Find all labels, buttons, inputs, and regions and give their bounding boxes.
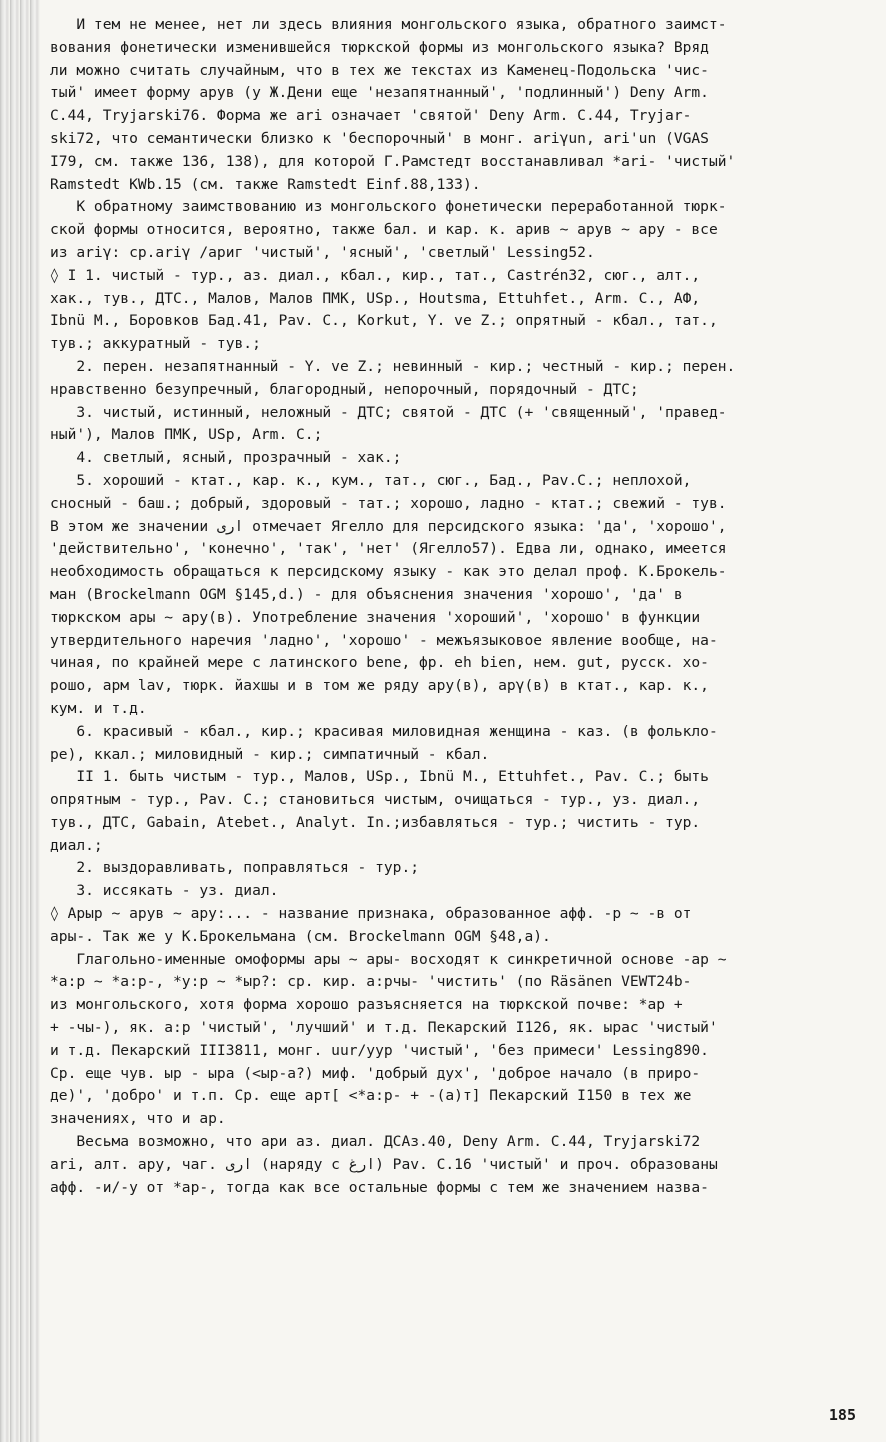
text-line: 2. выздоравливать, поправляться - тур.; — [50, 859, 420, 877]
text-line: значениях, что и ар. — [50, 1110, 226, 1128]
text-line: и т.д. Пекарский III3811, монг. uur/уур 'чистый', 'без примеси' Lessing890. — [50, 1041, 709, 1059]
text-line: де)', 'добро' и т.п. Ср. еще арт[ <*а:р- + -(а)т] Пекарский I150 в тех же — [50, 1087, 692, 1105]
text-line: тув., ДТС, Gabain, Atebet., Analyt. In.;избавляться - тур.; чистить - тур. — [50, 813, 701, 831]
text-line: В этом же значении ارى отмечает Ягелло для персидского языка: 'да', 'хорошо', — [50, 517, 727, 535]
text-line: ской формы относится, вероятно, также бал. и кар. к. арив ~ арув ~ ару - все — [50, 221, 718, 239]
text-line: ski72, что семантически близко к 'беспорочный' в монг. ariγun, ari'un (VGAS — [50, 129, 709, 147]
text-line: Глагольно-именные омоформы ары ~ ары- восходят к синкретичной основе -ар ~ — [50, 950, 727, 968]
text-line: 'действительно', 'конечно', 'так', 'нет' (Ягелло57). Едва ли, однако, имеется — [50, 540, 727, 558]
text-line: ный'), Малов ПМК, USp, Arm. С.; — [50, 426, 323, 444]
page-number: 185 — [828, 1406, 856, 1424]
text-line: 4. светлый, ясный, прозрачный - хак.; — [50, 449, 402, 467]
text-line: 6. красивый - кбал., кир.; красивая миловидная женщина - каз. (в фолькло- — [50, 722, 718, 740]
text-line: I79, см. также 136, 138), для которой Г.Рамстедт восстанавливал *ari- 'чистый' — [50, 152, 736, 170]
text-line: рошо, арм lav, тюрк. йахшы и в том же ряду ару(в), арγ(в) в ктат., кар. к., — [50, 677, 709, 695]
text-line: Ibnü M., Боровков Бад.41, Pav. C., Korkut, Y. ve Z.; опрятный - кбал., тат., — [50, 312, 718, 330]
text-line: ari, алт. ару, чаг. ارى (наряду с ارغ) Pav. C.16 'чистый' и проч. образованы — [50, 1155, 718, 1173]
text-line: вования фонетически изменившейся тюркской формы из монгольского языка? Вряд — [50, 38, 709, 56]
text-line: К обратному заимствованию из монгольского фонетически переработанной тюрк- — [50, 198, 727, 216]
text-line: + -чы-), як. а:р 'чистый', 'лучший' и т.д. Пекарский I126, як. ырас 'чистый' — [50, 1019, 718, 1037]
text-line: Ramstedt KWb.15 (см. также Ramstedt Einf.88,133). — [50, 175, 481, 193]
text-line: Весьма возможно, что ари аз. диал. ДСАз.40, Deny Arm. С.44, Tryjarski72 — [50, 1133, 701, 1151]
text-line: ары-. Так же у К.Брокельмана (см. Brockelmann OGM §48,а). — [50, 927, 551, 945]
text-line: необходимость обращаться к персидскому языку - как это делал проф. К.Брокель- — [50, 563, 727, 581]
text-line: ман (Brockelmann OGM §145,d.) - для объяснения значения 'хорошо', 'да' в — [50, 585, 683, 603]
text-line: 2. перен. незапятнанный - Y. ve Z.; невинный - кир.; честный - кир.; перен. — [50, 357, 736, 375]
text-line: ли можно считать случайным, что в тех же текстах из Каменец-Подольска 'чис- — [50, 61, 709, 79]
text-line: кум. и т.д. — [50, 699, 147, 717]
text-line: тый' имеет форму арув (у Ж.Дени еще 'незапятнанный', 'подлинный') Deny Arm. — [50, 84, 709, 102]
text-line: *а:р ~ *а:р-, *у:р ~ *ыр?: ср. кир. а:рчы- 'чистить' (по Räsänen VEWT24b- — [50, 973, 692, 991]
text-line: чиная, по крайней мере с латинского bene, фр. eh bien, нем. gut, русск. хо- — [50, 654, 709, 672]
text-line: 3. иссякать - уз. диал. — [50, 882, 279, 900]
text-line: II 1. быть чистым - тур., Малов, USp., Ibnü M., Ettuhfet., Pav. C.; быть — [50, 768, 709, 786]
text-line: опрятным - тур., Pav. C.; становиться чистым, очищаться - тур., уз. диал., — [50, 791, 701, 809]
text-line: тув.; аккуратный - тув.; — [50, 335, 261, 353]
text-line: С.44, Tryjarski76. Форма же ari означает 'святой' Deny Arm. С.44, Tryjar- — [50, 107, 692, 125]
scan-edge-shadow — [0, 0, 40, 1442]
text-line: ре), ккал.; миловидный - кир.; симпатичный - кбал. — [50, 745, 490, 763]
text-line: И тем не менее, нет ли здесь влияния монгольского языка, обратного заимст- — [50, 16, 727, 33]
document-page — [50, 14, 866, 1199]
text-line: диал.; — [50, 836, 103, 854]
text-line: сносный - баш.; добрый, здоровый - тат.; хорошо, ладно - ктат.; свежий - тув. — [50, 494, 727, 512]
text-line: афф. -и/-у от *ар-, тогда как все остальные формы с тем же значением назва- — [50, 1178, 709, 1196]
text-line: Ср. еще чув. ыр - ыра (<ыр-а?) миф. 'добрый дух', 'доброе начало (в приро- — [50, 1064, 701, 1082]
text-line: 5. хороший - ктат., кар. к., кум., тат., сюг., Бад., Pav.C.; неплохой, — [50, 471, 692, 489]
text-line: ◊ I 1. чистый - тур., аз. диал., кбал., кир., тат., Castrén32, сюг., алт., — [50, 266, 701, 284]
text-line: нравственно безупречный, благородный, непорочный, порядочный - ДТС; — [50, 380, 639, 398]
text-line: из монгольского, хотя форма хорошо разъясняется на тюркской почве: *ар + — [50, 996, 683, 1014]
text-line: утвердительного наречия 'ладно', 'хорошо' - межъязыковое явление вообще, на- — [50, 631, 718, 649]
text-line: 3. чистый, истинный, неложный - ДТС; святой - ДТС (+ 'священный', 'правед- — [50, 403, 727, 421]
text-line: ◊ Арыр ~ арув ~ ару:... - название признака, образованное афф. -р ~ -в от — [50, 905, 692, 923]
text-line: тюркском ары ~ ару(в). Употребление значения 'хороший', 'хорошо' в функции — [50, 608, 701, 626]
text-line: хак., тув., ДТС., Малов, Малов ПМК, USp., Houtsma, Ettuhfet., Arm. С., АФ, — [50, 289, 701, 307]
text-line: из ariγ: ср.ariγ /ариг 'чистый', 'ясный', 'светлый' Lessing52. — [50, 243, 595, 261]
